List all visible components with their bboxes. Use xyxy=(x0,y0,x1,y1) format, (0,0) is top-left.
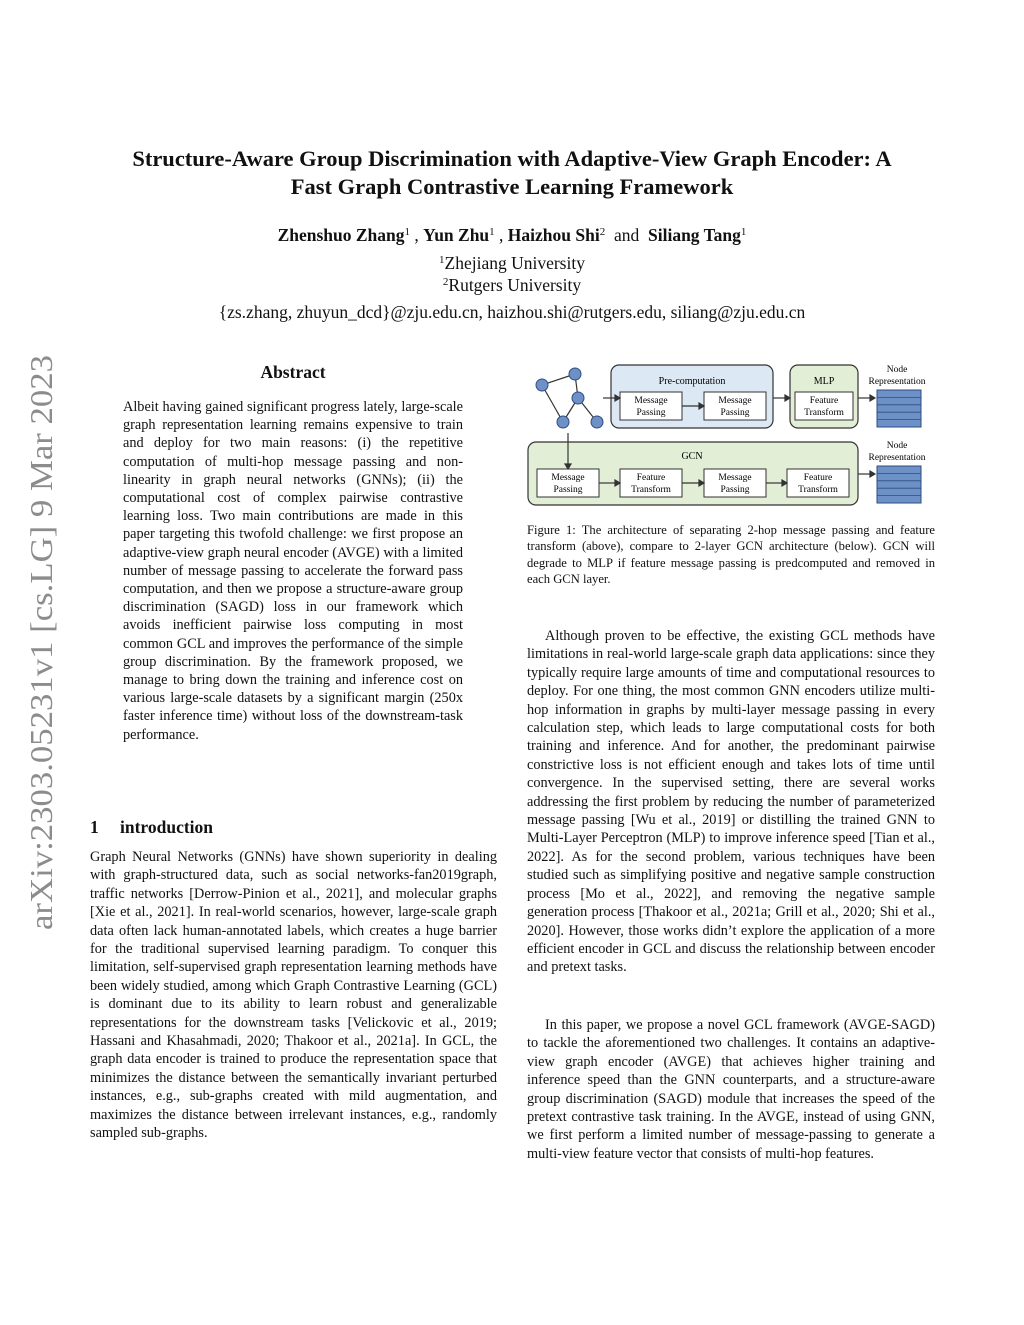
architecture-figure xyxy=(525,360,935,510)
figure-caption: Figure 1: The architecture of separating 2-hop message passing and feature transform (above), compare to 2-layer GCN architecture (below). GCN will degrade to MLP if feature message passing is predcomputed and removed in each GCN layer. xyxy=(527,523,935,586)
affiliation-2 xyxy=(90,274,934,296)
feature-transform-label-top: Feature xyxy=(803,473,833,483)
author-affil-mark: 1 xyxy=(404,226,411,238)
affiliation-number: 1 xyxy=(439,254,445,266)
feature-transform-label-bottom: Transform xyxy=(631,485,671,495)
section-heading xyxy=(90,815,213,839)
affiliation-1 xyxy=(90,252,934,274)
abstract-text: Albeit having gained significant progress lately, large-scale graph representation learning remains expensive to train and deploy for two main reasons: (i) the repetitive computation of multi-hop message passing and non-linearity in graph neural networks (GNNs); (ii) the computational cost of complex pairwise contrastive learning loss. Two main contributions are made in this paper targeting this twofold challenge: we first propose an adaptive-view graph neural encoder (AVGE) with a limited number of message passing to accelerate the forward pass computation, and then we propose a structure-aware group discrimination (SAGD) loss in our framework which avoids inefficient pairwise loss computing in most common GCL and improves the performance of the simple group discrimination. By the framework proposed, we manage to bring down the training and inference cost on various large-scale datasets by a significant margin (250x faster inference time) without loss of the downstream-task performance. xyxy=(123,399,463,743)
body-paragraph: Although proven to be effective, the existing GCL methods have limitations in real-world large-scale graph data applications: since they typically require large amounts of time and computational resources to deploy. For one thing, the most common GNN encoders utilize multi-hop information in graphs by multi-layer message passing in every calculation step, which leads to large computational costs for both training and inference. And for another, the predominant pairwise constrictive loss is not efficient enough and takes lots of time until convergence. In the supervised setting, there are several works addressing the first problem by reducing the number of parameterized message passing [Wu et al., 2019] or distilling the trained GNN to Multi-Layer Perceptron (MLP) to improve inference speed [Tian et al., 2022]. As for the second problem, various techniques have been studied such as simplifying positive and negative sample construction process [Mo et al., 2022], and removing the negative sample generation process [Thakoor et al., 2021a; Grill et al., 2020; Shi et al., 2020]. However, those works didn’t explore the application of a more efficient encoder in GCL and discuss the relationship between encoder and pretext tasks. xyxy=(527,628,935,976)
node-representation-matrix xyxy=(877,466,921,503)
arxiv-identifier-stamp xyxy=(0,0,80,1325)
arxiv-id-text: arXiv:2303.05231v1 [cs.LG] 9 Mar 2023 xyxy=(23,400,59,930)
author-affil-mark: 1 xyxy=(489,226,495,238)
message-passing-label-bottom: Passing xyxy=(720,408,750,418)
feature-transform-label-top: Feature xyxy=(809,396,839,406)
feature-transform-label-bottom: Transform xyxy=(804,408,844,418)
section-title: introduction xyxy=(120,817,214,837)
affiliation-name: Rutgers University xyxy=(448,275,582,295)
mlp-label: MLP xyxy=(813,376,835,387)
body-paragraph: In this paper, we propose a novel GCL framework (AVGE-SAGD) to tackle the aforementioned two challenges. It contains an adaptive-view graph encoder (AVGE) that achieves higher training and inference speed than the GNN counterparts, and a structure-aware group discrimination (SAGD) module that increases the speed of the pretext contrastive task training. In the AVGE, instead of using GNN, we first perform a limited number of message-passing to generate a multi-view feature vector that consists of multi-hop features. xyxy=(527,1017,935,1162)
author-separator: and xyxy=(605,225,648,245)
title-line-1: Structure-Aware Group Discrimination with Adaptive-View Graph Encoder: A xyxy=(132,146,892,171)
author-affil-mark: 1 xyxy=(740,226,747,238)
message-passing-label-top: Message xyxy=(718,396,752,406)
author-name: Haizhou Shi xyxy=(507,225,600,245)
author-list xyxy=(90,222,934,248)
author-name: Siliang Tang xyxy=(648,225,741,245)
affiliation-name: Zhejiang University xyxy=(444,253,585,273)
node-representation-label-top: Node xyxy=(886,441,908,451)
node-representation-label-top: Node xyxy=(886,365,908,375)
node-representation-label-bottom: Representation xyxy=(868,377,926,387)
message-passing-label-bottom: Passing xyxy=(636,408,666,418)
precomputation-label: Pre-computation xyxy=(658,376,726,387)
affiliation-number: 2 xyxy=(442,276,449,288)
author-separator: , xyxy=(410,225,424,245)
author-name: Yun Zhu xyxy=(423,225,490,245)
feature-transform-label-bottom: Transform xyxy=(798,485,838,495)
node-representation-label-bottom: Representation xyxy=(868,453,926,463)
message-passing-label-bottom: Passing xyxy=(553,485,583,495)
node-representation-matrix xyxy=(877,390,921,427)
message-passing-label-top: Message xyxy=(634,396,668,406)
gcn-label: GCN xyxy=(681,451,703,462)
author-separator: , xyxy=(494,225,508,245)
author-name: Zhenshuo Zhang xyxy=(277,225,405,245)
input-graph-drawing xyxy=(536,368,603,428)
abstract-heading: Abstract xyxy=(260,362,326,382)
title-line-2: Fast Graph Contrastive Learning Framework xyxy=(290,174,734,199)
section-number: 1 xyxy=(90,817,99,837)
paper-title xyxy=(90,145,934,201)
message-passing-label-bottom: Passing xyxy=(720,485,750,495)
message-passing-label-top: Message xyxy=(718,473,752,483)
message-passing-label-top: Message xyxy=(551,473,585,483)
intro-paragraph: Graph Neural Networks (GNNs) have shown superiority in dealing with graph-structured data, such as social networks-fan2019graph, traffic networks [Derrow-Pinion et al., 2021], and molecular graphs [Xie et al., 2021]. In real-world scenarios, however, large-scale graph data often lack human-annotated labels, which creates a huge barrier for the traditional supervised learning paradigm. To conquer this limitation, self-supervised graph representation learning methods have been widely studied, among which Graph Contrastive Learning (GCL) is dominant due to its ability to learn robust and generalizable representations for the downstream tasks [Velickovic et al., 2019; Hassani and Khasahmadi, 2020; Thakoor et al., 2021a]. In GCL, the graph data encoder is trained to produce the representation space that minimizes the distance between the semantically invariant perturbed instances, e.g., sub-graphs created with mild augmentation, and maximizes the distance between irrelevant instances, e.g., randomly sampled sub-graphs. xyxy=(90,849,497,1142)
author-emails: {zs.zhang, zhuyun_dcd}@zju.edu.cn, haizhou.shi@rutgers.edu, siliang@zju.edu.cn xyxy=(218,302,806,322)
feature-transform-label-top: Feature xyxy=(636,473,666,483)
author-affil-mark: 2 xyxy=(599,226,606,238)
